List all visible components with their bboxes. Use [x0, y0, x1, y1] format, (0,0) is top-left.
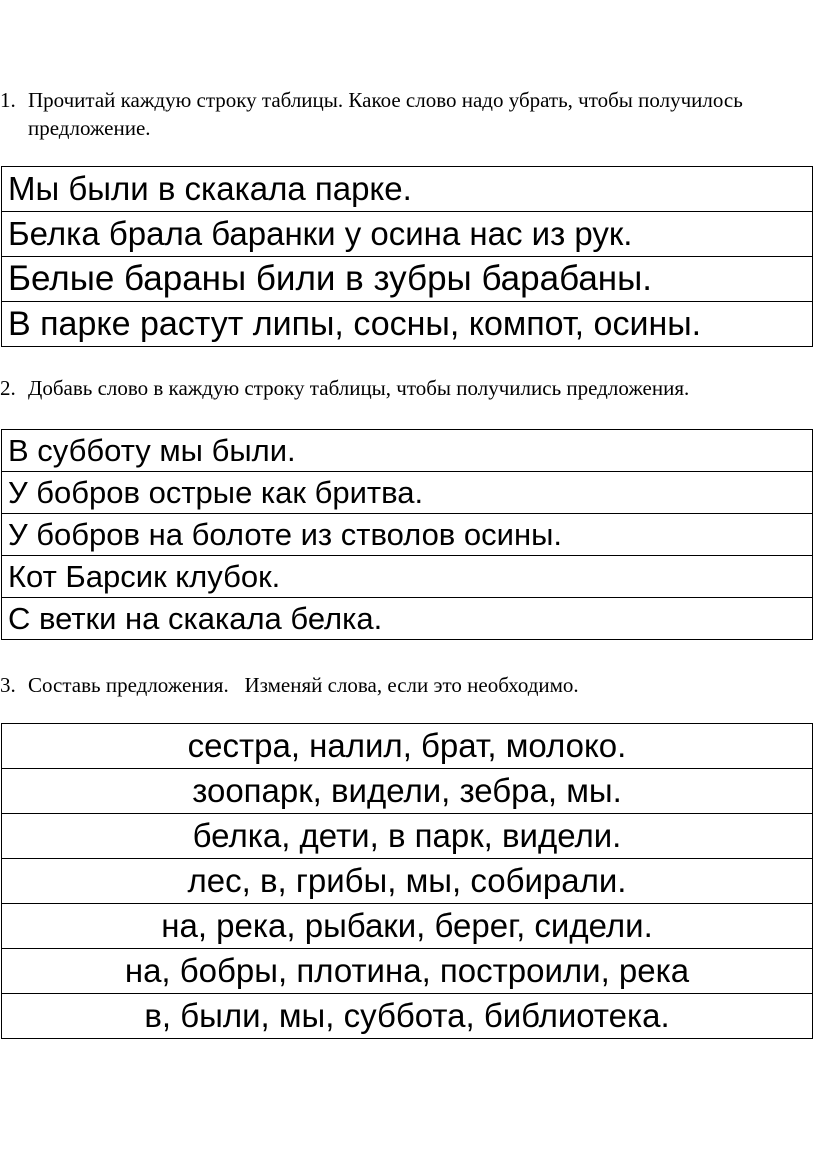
table-row [2, 514, 813, 556]
table-row [2, 814, 813, 859]
table-cell: Белые бараны били в зубры барабаны. [2, 257, 813, 302]
table-cell: на, бобры, плотина, построили, река [2, 949, 813, 994]
table-row [2, 257, 813, 302]
table-cell: В субботу мы были. [2, 430, 813, 472]
table-row [2, 859, 813, 904]
table-cell: С ветки на скакала белка. [2, 598, 813, 640]
task-3-number: 3. [0, 673, 16, 697]
table-row [2, 994, 813, 1039]
task-2-heading [0, 374, 689, 402]
table-cell: в, были, мы, суббота, библиотека. [2, 994, 813, 1039]
table-row [2, 430, 813, 472]
task-3-table [1, 723, 813, 1039]
task-1-heading [0, 86, 768, 142]
task-3-heading [0, 671, 579, 699]
task-1-instruction: Прочитай каждую строку таблицы. Какое слово надо убрать, чтобы получилось предложение. [28, 88, 743, 140]
table-row [2, 598, 813, 640]
table-cell: лес, в, грибы, мы, собирали. [2, 859, 813, 904]
task-2-table [1, 429, 813, 640]
table-row [2, 769, 813, 814]
table-row [2, 302, 813, 347]
table-cell: зоопарк, видели, зебра, мы. [2, 769, 813, 814]
table-cell: Белка брала баранки у осина нас из рук. [2, 212, 813, 257]
table-cell: Мы были в скакала парке. [2, 167, 813, 212]
task-3-instruction: Составь предложения. Изменяй слова, если это необходимо. [28, 673, 579, 697]
table-row [2, 949, 813, 994]
table-cell: на, река, рыбаки, берег, сидели. [2, 904, 813, 949]
table-cell: У бобров острые как бритва. [2, 472, 813, 514]
task-2-instruction: Добавь слово в каждую строку таблицы, чтобы получились предложения. [28, 376, 690, 400]
table-cell: сестра, налил, брат, молоко. [2, 724, 813, 769]
table-row [2, 724, 813, 769]
table-row [2, 472, 813, 514]
table-cell: В парке растут липы, сосны, компот, осины. [2, 302, 813, 347]
table-row [2, 167, 813, 212]
task-1-table [1, 166, 813, 347]
table-row [2, 904, 813, 949]
table-cell: Кот Барсик клубок. [2, 556, 813, 598]
table-cell: У бобров на болоте из стволов осины. [2, 514, 813, 556]
table-row [2, 556, 813, 598]
task-2-number: 2. [0, 376, 16, 400]
table-cell: белка, дети, в парк, видели. [2, 814, 813, 859]
table-row [2, 212, 813, 257]
task-1-number: 1. [0, 88, 16, 112]
